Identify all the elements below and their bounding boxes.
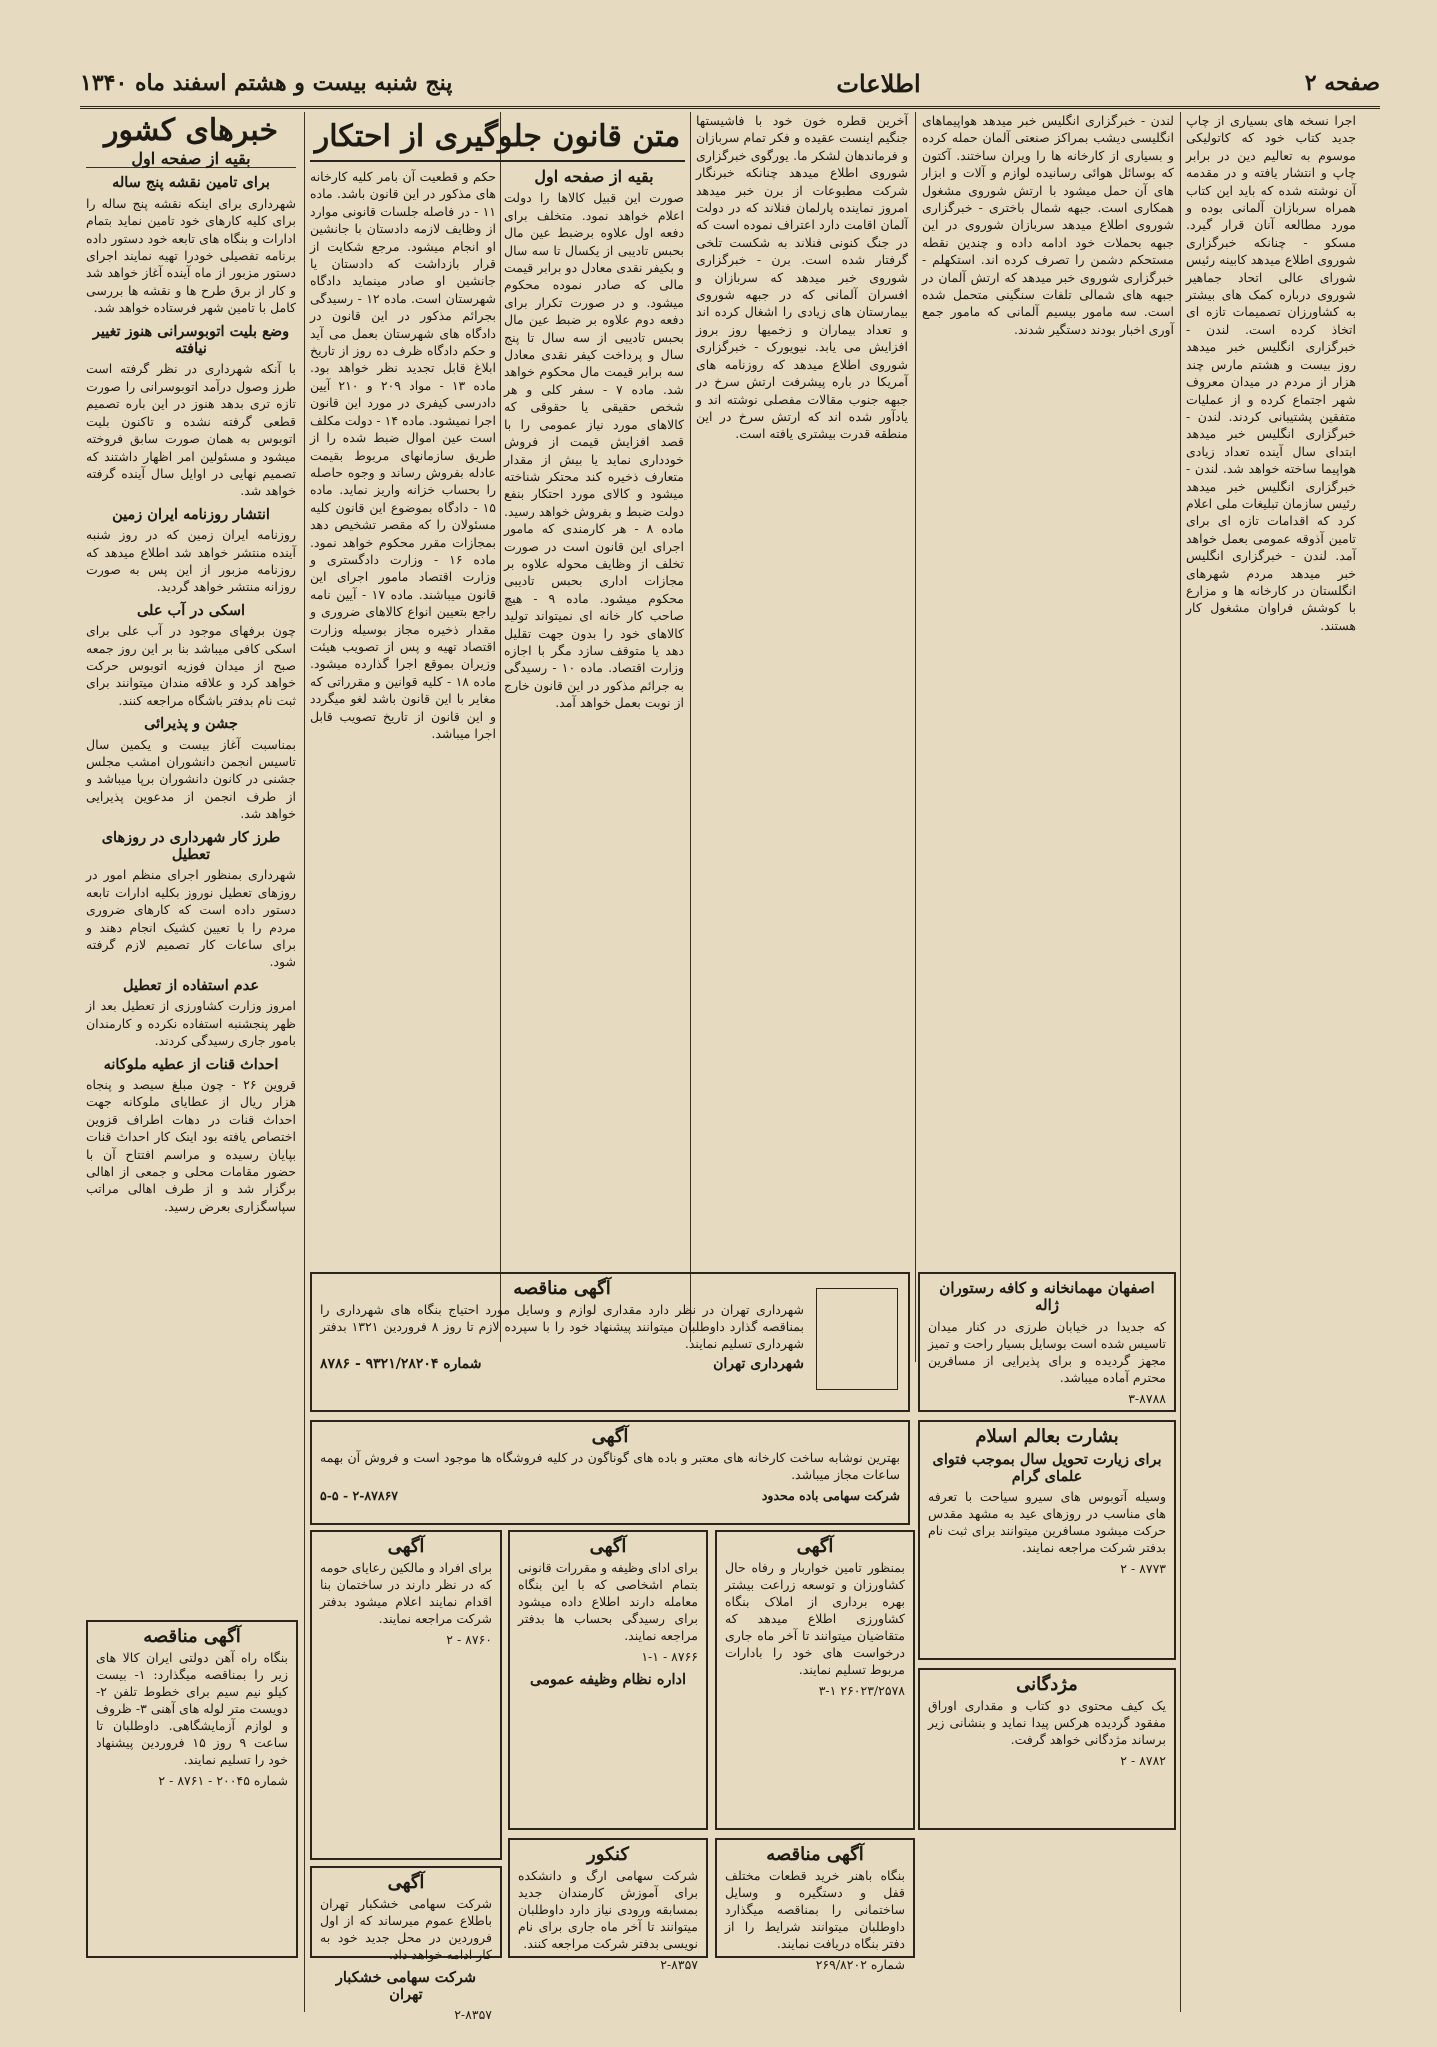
column-rule xyxy=(1180,112,1181,2012)
ad-agahi-ettelaat xyxy=(508,1530,708,1830)
ad-number: ۲-۸۳۵۷ xyxy=(660,1957,698,1972)
ad-monaqese-far-left xyxy=(86,1620,298,1958)
municipality-emblem-icon xyxy=(816,1288,898,1390)
ad-footer: شرکت سهامی باده محدود xyxy=(761,1488,900,1503)
ad-number: ۲۶۰۲۳/۲۵۷۸ ۳-۱ xyxy=(818,1683,905,1698)
column-rule xyxy=(690,112,691,1342)
article-body: آخرین قطره خون خود با فاشیستها جنگیم اینست عقیده و فکر تمام سربازان و فرماندهان لشکر ما. یورگوی خبرگزاری شوروی اطلاع میدهد چنانکه خبرنگار شرکت مطبوعات از برن خبر میدهد امروز نماینده پارلمان فنلاند که در دولت آلمان اقامت دارد اعتراف نموده است که در جنگ کنونی فنلاند به شکست تلخی گرفتار شده است. برن - خبرگزاری شوروی خبر میدهد که سربازان و افسران آلمانی که در جبهه شوروی بیمارستان های زیادی را اشغال کرده اند و تعداد بیماران و زخمیها روز بروز افزایش می یابد. نیویورک - خبرگزاری شوروی اطلاع میدهد که روزنامه های آمریکا در باره پیشرفت ارتش سرخ در جبهه جنوب مقالات مفصلی نوشته اند و یادآور شده اند که ارتش سرخ در این منطقه قدرت بیشتری یافته است. xyxy=(696,113,908,442)
ad-body: بنگاه راه آهن دولتی ایران کالا های زیر را بمناقصه میگذارد: ۱- بیست کیلو نیم سیم برای خطوط تلفن ۲- دویست متر لوله های آهنی ۳- ظروف و لوازم آزمایشگاهی. داوطلبان تا ساعت ۹ روز ۱۵ فروردین پیشنهاد خود را تسلیم نمایند. xyxy=(96,1650,289,1767)
ad-number: ۸۷۶۰ - ۲ xyxy=(446,1632,492,1647)
ad-agahi-left xyxy=(310,1530,502,1860)
ad-body: که جدیدا در خیابان طرزی در کنار میدان تاسیس شده است بوسایل بسیار راحت و تمیز مجهز گردیده و برای پذیرایی از مسافرین محترم آماده میباشد. xyxy=(928,1319,1166,1385)
article-title: متن قانون جلوگیری از احتکار xyxy=(314,119,681,154)
ad-title: آگهی مناقصه xyxy=(513,1278,611,1299)
section-body: قروین ۲۶ - چون مبلغ سیصد و پنجاه هزار ریال از عطایای ملوکانه جهت احداث قنات در دهات اطراف قزوین اختصاص یافته بود اینک کار احداث قنات بپایان رسیده و مراسم افتتاح آن با حضور مقامات محلی و جمعی از اهالی برگزار شد و از طرف اهالی مراتب سپاسگزاری بعرض رسید. xyxy=(86,1076,296,1214)
ad-subtitle: برای زیارت تحویل سال بموجب فتوای علمای گرام xyxy=(932,1451,1162,1485)
section-heading: برای تامین نقشه پنج ساله xyxy=(112,174,270,192)
ad-signature: اداره نظام وظیفه عمومی xyxy=(530,1671,686,1688)
article-body: اجرا نسخه های بسیاری از چاپ جدید کتاب خود که کاتولیکی موسوم به تعالیم دین در برابر چاپ و انتشار یافته و در مقدمه آن نوشته شده که باید این کتاب همراه سربازان آلمانی بوده و مورد مطالعه آنان قرار گیرد. مسکو - چنانکه خبرگزاری شوروی اطلاع میدهد کابینه رئیس شورای عالی اتحاد جماهیر شوروی درباره کمک های بیشتر به کشاورزان تصمیمات تازه ای اتخاذ کرده است. لندن - خبرگزاری انگلیس خبر میدهد روز بیست و هشتم مارس چند هزار از مردم در میدان معروف شهر اجتماع کرده و از عملیات متفقین پشتیبانی کردند. لندن - خبرگزاری انگلیس خبر میدهد ابتدای سال آینده تعداد زیادی هواپیما ساخته خواهد شد. لندن - خبرگزاری انگلیس خبر میدهد رئیس سازمان تبلیغات ملی اعلام کرد که اقدامات تازه ای برای تامین آذوقه عمومی بعمل خواهد آمد. لندن - خبرگزاری انگلیس خبر میدهد مردم شهرهای انگلستان در کارخانه ها و مزارع با کوشش فراوان مشغول کار هستند. xyxy=(1186,113,1356,633)
ad-body: برای ادای وظیفه و مقررات قانونی بتمام اشخاصی که با این بنگاه معامله دارند اطلاع داده میشود برای رسیدگی بحساب ها بدفتر مراجعه نمایند. xyxy=(518,1560,698,1643)
ad-agahi-center xyxy=(715,1530,915,1830)
section-heading: انتشار روزنامه ایران زمین xyxy=(112,505,270,523)
section-body: روزنامه ایران زمین که در روز شنبه آینده منتشر خواهد شد اطلاع میدهد که روزنامه مزبور از این پس به صورت روزانه منتشر خواهد گردید. xyxy=(86,527,296,595)
ad-number: شماره ۲۶۹/۸۲۰۲ xyxy=(815,1957,905,1972)
paper-name: اطلاعات xyxy=(836,68,921,98)
column-far-right xyxy=(1186,112,1356,2032)
section-heading: اسکی در آب علی xyxy=(136,601,246,619)
column-wire-news xyxy=(696,112,908,1242)
ad-body: بمنظور تامین خواربار و رفاه حال کشاورزان و توسعه زراعت بیشتر بهره برداری از املاک بنگاه کشاورزی اطلاع میدهد که متقاضیان میتوانند تا آخر ماه جاری درخواست های خود را بادارات مربوط تسلیم نمایند. xyxy=(725,1560,905,1677)
section-heading: احداث قنات از عطیه ملوکانه xyxy=(103,1055,279,1073)
column-rule xyxy=(500,112,501,1342)
article-subtitle: بقیه از صفحه اول xyxy=(86,150,296,168)
column-national-news xyxy=(86,112,296,1612)
section-body: شهرداری برای اینکه نقشه پنج ساله را برای کلیه کارهای خود تامین نماید بتمام ادارات و بنگاه های تابعه خود دستور داده برنامه تفصیلی خودرا تهیه نمایند اجرای دستور مزبور از ماه آینده آغاز خواهد شد و کار از برق طرح ها و نقشه ها بررسی کامل با تامین شهر فرستاده خواهد شد. xyxy=(86,195,296,316)
issue-date: پنج شنبه بیست و هشتم اسفند ماه ۱۳۴۰ xyxy=(80,70,453,96)
ad-agahi-sherkat xyxy=(310,1866,502,2022)
page-label: صفحه ۲ xyxy=(1304,70,1380,96)
ad-signature: شهرداری تهران xyxy=(713,1356,804,1372)
section-body: بمناسبت آغاز بیست و یکمین سال تاسیس انجمن دانشوران امشب مجلس جشنی در کانون دانشوران برپا میباشد و از طرف انجمن از مدعوین پذیرایی خواهد شد. xyxy=(86,736,296,822)
ad-konkour xyxy=(508,1838,708,1972)
masthead xyxy=(80,60,1380,109)
ad-title: کنکور xyxy=(587,1844,629,1865)
ad-beshharat xyxy=(918,1420,1176,1660)
section-heading: طرز کار شهرداری در روزهای تعطیل xyxy=(101,828,281,864)
section-body: امروز وزارت کشاورزی از تعطیل بعد از ظهر پنجشنبه استفاده نکرده و کارمندان بامور جاری رسیدگی کردند. xyxy=(86,998,296,1049)
section-heading: وضع بلیت اتوبوسرانی هنوز تغییر نیافته xyxy=(92,322,290,358)
ad-title: آگهی xyxy=(589,1536,627,1557)
section-heading: عدم استفاده از تعطیل xyxy=(122,976,260,994)
ad-body: شهرداری تهران در نظر دارد مقداری لوازم و وسایل مورد احتیاج بنگاه های شهرداری را بمناقصه گذارد داوطلبان میتوانند پیشنهاد خود را با سپرده لازم تا روز ۸ فروردین ۱۳۲۱ بدفتر شهرداری تسلیم نمایند. xyxy=(320,1302,804,1351)
ad-body: شرکت سهامی خشکبار تهران باطلاع عموم میرساند که از اول فروردین در محل جدید خود به کار ادامه خواهد داد. xyxy=(320,1896,492,1962)
ad-baadeh xyxy=(310,1420,910,1525)
ad-number: ۸۷۶۶ - ۱-۱ xyxy=(641,1649,698,1664)
ad-body: وسیله آتوبوس های سیرو سیاحت با تعرفه های مناسب در روزهای عید به مشهد مقدس حرکت میشود مسافرین میتوانند برای ثبت نام بدفتر شرکت مراجعه نمایند. xyxy=(928,1489,1166,1555)
article-title: خبرهای کشور xyxy=(103,113,279,148)
ehtekar-header xyxy=(310,118,685,156)
section-body: شهرداری بمنظور اجرای منظم امور در روزهای تعطیل نوروز بکلیه ادارات تابعه دستور داده است که کارهای ضروری مردم را با تعیین کشیک انجام دهند و برای ساعات کار تصمیم لازم گرفته شود. xyxy=(86,867,296,970)
article-subtitle: بقیه از صفحه اول xyxy=(534,167,654,186)
ad-number: شماره ۲۰۰۴۵ - ۸۷۶۱ - ۲ xyxy=(158,1773,288,1788)
ad-title: آگهی مناقصه xyxy=(766,1844,864,1865)
article-body: صورت این قبیل کالاها را دولت اعلام خواهد نمود. متخلف برای دفعه اول علاوه برضبط عین مال بحبس تادیبی از یکسال تا سه سال و بکیفر نقدی معادل دو برابر قیمت مالی که صادر نموده محکوم میشود. و در صورت تکرار برای دفعه دوم علاوه بر ضبط عین مال بحبس تادیبی از سه سال تا پنج سال و پرداخت کیفر نقدی معادل سه برابر قیمت مال محکوم خواهد شد. ماده ۷ - سفر کلی و هر شخص حقیقی یا حقوقی که کالاهای مورد نیاز عمومی را با قصد افزایش قیمت از فروش خودداری نماید یا بیش از مقدار متعارف ذخیره کند محتکر شناخته میشود و کالای مورد احتکار بنفع دولت ضبط و بفروش خواهد رسید. ماده ۸ - هر کارمندی که مامور اجرای این قانون است در صورت تخلف از وظایف محوله علاوه بر مجازات اداری بحبس تادیبی محکوم میشود. ماده ۹ - هیچ صاحب کار خانه ای نمیتواند تولید کالاهای خود را بدون جهت تقلیل دهد یا متوقف سازد مگر با اجازه وزارت اقتصاد. ماده ۱۰ - رسیدگی به جرائم مذکور در این قانون خارج از نوبت بعمل خواهد آمد. xyxy=(504,190,684,711)
ad-footer: شرکت سهامی خشکبار تهران xyxy=(335,1969,477,2003)
ad-monaqese-shahrdari xyxy=(310,1272,910,1412)
column-london-news xyxy=(922,112,1174,1252)
column-rule xyxy=(915,112,916,1362)
column-ehtekar-a xyxy=(504,168,684,1268)
ad-number: ۲-۸۳۵۷ xyxy=(454,2007,492,2022)
ad-body: بنگاه باهنر خرید قطعات مختلف قفل و دستگیره و وسایل ساختمانی را بمناقصه میگذارد داوطلبان میتوانند شرایط را از دفتر بنگاه دریافت نمایند. xyxy=(725,1868,905,1951)
ad-body: برای افراد و مالکین رعایای حومه که در نظر دارند در ساختمان بنا اقدام نمایند اعلام میشود بدفتر شرکت مراجعه نمایند. xyxy=(320,1560,492,1626)
ad-mozhdegani xyxy=(918,1668,1176,1830)
section-body: با آنکه شهرداری در نظر گرفته است طرز وصول درآمد اتوبوسرانی را صورت تازه تری بدهد هنوز در این باره تصمیم قطعی گرفته نشده و تاکنون بلیت اتوبوس به همان صورت سابق فروخته میشود و مسئولین امر اظهار داشتند که تصمیم نهایی در اوایل سال آینده گرفته خواهد شد. xyxy=(86,361,296,499)
ad-title: مژدگانی xyxy=(1016,1674,1078,1695)
ad-restaurant xyxy=(918,1272,1176,1412)
column-rule xyxy=(304,112,305,2012)
ad-monaqese-bank xyxy=(715,1838,915,1972)
ad-title: آگهی xyxy=(387,1536,425,1557)
ad-number: شماره ۹۳۲۱/۲۸۲۰۴ - ۸۷۸۶ xyxy=(320,1356,482,1372)
ad-number: ۸۷۷۳ - ۲ xyxy=(1120,1561,1166,1576)
ad-body: یک کیف محتوی دو کتاب و مقداری اوراق مفقود گردیده هرکس پیدا نماید و بنشانی زیر برساند مژدگانی خواهد گرفت. xyxy=(928,1698,1166,1747)
article-body: حکم و قطعیت آن بامر کلیه کارخانه های مذکور در این قانون باشد. ماده ۱۱ - در فاصله جلسات قانونی موارد از وظایف لازمه دادستان با جانشین او انجام میشود. مرجع شکایت از قرار بازداشت که دادستان یا جانشین او صادر مینماید دادگاه شهرستان است. ماده ۱۲ - رسیدگی بجرائم مذکور در این قانون در دادگاه های شهرستان بعمل می آید و حکم دادگاه ظرف ده روز از تاریخ ابلاغ قابل تجدید نظر خواهد بود. ماده ۱۳ - مواد ۲۰۹ و ۲۱۰ آیین دادرسی کیفری در مورد این قانون اجرا نمیشود. ماده ۱۴ - دولت مکلف است عین اموال ضبط شده را از طریق سازمانهای مربوط بقیمت عادله بفروش رساند و وجوه حاصله را بحساب خزانه واریز نماید. ماده ۱۵ - دادگاه بموضوع این قانون کلیه مسئولان را که مقصر تشخیص دهد بمجازات مقرر محکوم خواهد نمود. ماده ۱۶ - وزارت دادگستری و وزارت اقتصاد مامور اجرای این قانون میباشند. ماده ۱۷ - آیین نامه راجع بتعیین انواع کالاهای ضروری و مقدار ذخیره مجاز بوسیله وزارت اقتصاد تهیه و پس از تصویب هیئت وزیران بموقع اجرا گذارده میشود. ماده ۱۸ - کلیه قوانین و مقرراتی که مغایر با این قانون باشد لغو میگردد و این قانون از تاریخ تصویب قابل اجرا میباشد. xyxy=(310,169,497,741)
ad-title: آگهی xyxy=(796,1536,834,1557)
ad-title: آگهی xyxy=(387,1872,425,1893)
ad-body: بهترین نوشابه ساخت کارخانه های معتبر و باده های گوناگون در کلیه فروشگاه ها موجود است و فروش آن بهمه ساعات مجاز میباشد. xyxy=(320,1450,900,1482)
ad-number: ۳-۸۷۸۸ xyxy=(1128,1391,1166,1406)
divider xyxy=(310,160,685,162)
article-body: لندن - خبرگزاری انگلیس خبر میدهد هواپیماهای انگلیسی دیشب بمراکز صنعتی آلمان حمله کرده و بسیاری از کارخانه ها را ویران ساختند. آکتون که بوسائل هوائی رسانیده لوازم و آلات و ابزار های آن حمل میشود با ارتش شوروی مشغول همکاری است. جبهه شمال باختری - خبرگزاری شوروی اطلاع میدهد سربازان شوروی در این جبهه بحملات خود ادامه داده و چندین نقطه مستحکم دشمن را تصرف کرده اند. استکهلم - خبرگزاری شوروی خبر میدهد که ارتش آلمان در جبهه های شمالی تلفات سنگینی متحمل شده است. سه مامور بیسیم آلمانی که مامور جمع آوری اخبار بودند دستگیر شدند. xyxy=(922,113,1174,337)
ad-body: شرکت سهامی ارگ و دانشکده برای آموزش کارمندان جدید بمسابقه ورودی نیاز دارد داوطلبان میتوانند تا آخر ماه جاری برای نام نویسی بدفتر شرکت مراجعه کنند. xyxy=(518,1868,698,1951)
ad-number: ۸۷۸۲ - ۲ xyxy=(1120,1753,1166,1768)
ad-title: اصفهان مهمانخانه و کافه رستوران ژاله xyxy=(939,1279,1155,1314)
section-heading: جشن و پذیرائی xyxy=(144,715,238,733)
column-ehtekar-b xyxy=(310,168,496,1268)
ad-title: بشارت بعالم اسلام xyxy=(975,1426,1119,1447)
ad-title: آگهی xyxy=(591,1426,629,1447)
ad-title: آگهی مناقصه xyxy=(143,1626,241,1647)
ad-number: ۲-۸۷۸۶۷ - ۵-۵ xyxy=(320,1488,399,1503)
section-body: چون برفهای موجود در آب علی برای اسکی کافی میباشد بنا بر این روز جمعه صبح از میدان فوزیه اتوبوس حرکت خواهد کرد و علاقه مندان میتوانند برای ثبت نام بدفتر باشگاه مراجعه کنند. xyxy=(86,623,296,708)
